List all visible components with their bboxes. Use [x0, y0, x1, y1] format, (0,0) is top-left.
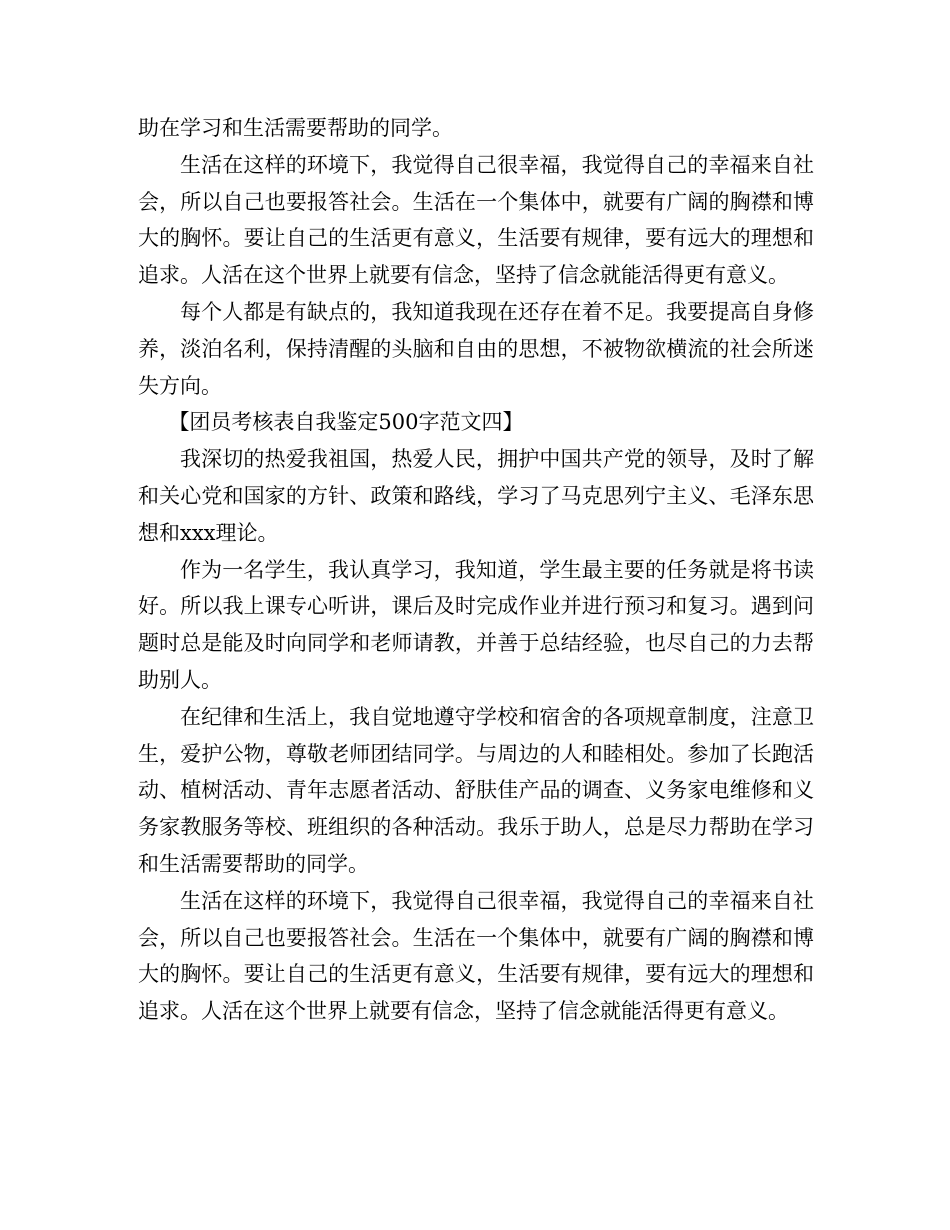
paragraph-happiness-repeat: 生活在这样的环境下，我觉得自己很幸福，我觉得自己的幸福来自社会，所以自己也要报答社会。生活在一个集体中，就要有广阔的胸襟和博大的胸怀。要让自己的生活更有意义，生活要有规律，要有远大的理想和追求。人活在这个世界上就要有信念，坚持了信念就能活得更有意义。 [138, 888, 814, 1024]
paragraph-discipline: 在纪律和生活上，我自觉地遵守学校和宿舍的各项规章制度，注意卫生，爱护公物，尊敬老师团结同学。与周边的人和睦相处。参加了长跑活动、植树活动、青年志愿者活动、舒肤佳产品的调查、义务家电维修和义务家教服务等校、班组织的各种活动。我乐于助人，总是尽力帮助在学习和生活需要帮助的同学。 [138, 704, 814, 876]
paragraph-study: 作为一名学生，我认真学习，我知道，学生最主要的任务就是将书读好。所以我上课专心听讲，课后及时完成作业并进行预习和复习。遇到问题时总是能及时向同学和老师请教，并善于总结经验，也尽自己的力去帮助别人。 [138, 557, 814, 692]
section-heading: 【团员考核表自我鉴定500字范文四】 [168, 410, 524, 435]
paragraph-happiness: 生活在这样的环境下，我觉得自己很幸福，我觉得自己的幸福来自社会，所以自己也要报答社会。生活在一个集体中，就要有广阔的胸襟和博大的胸怀。要让自己的生活更有意义，生活要有规律，要有远大的理想和追求。人活在这个世界上就要有信念，坚持了信念就能活得更有意义。 [138, 152, 814, 288]
paragraph-shortcomings: 每个人都是有缺点的，我知道我现在还存在着不足。我要提高自身修养，淡泊名利，保持清醒的头脑和自由的思想，不被物欲横流的社会所迷失方向。 [138, 299, 814, 398]
paragraph-patriotism: 我深切的热爱我祖国，热爱人民，拥护中国共产党的领导，及时了解和关心党和国家的方针、政策和路线，学习了马克思列宁主义、毛泽东思想和xxx理论。 [138, 447, 814, 545]
document-page [138, 110, 814, 1030]
paragraph-continued: 助在学习和生活需要帮助的同学。 [138, 116, 453, 140]
